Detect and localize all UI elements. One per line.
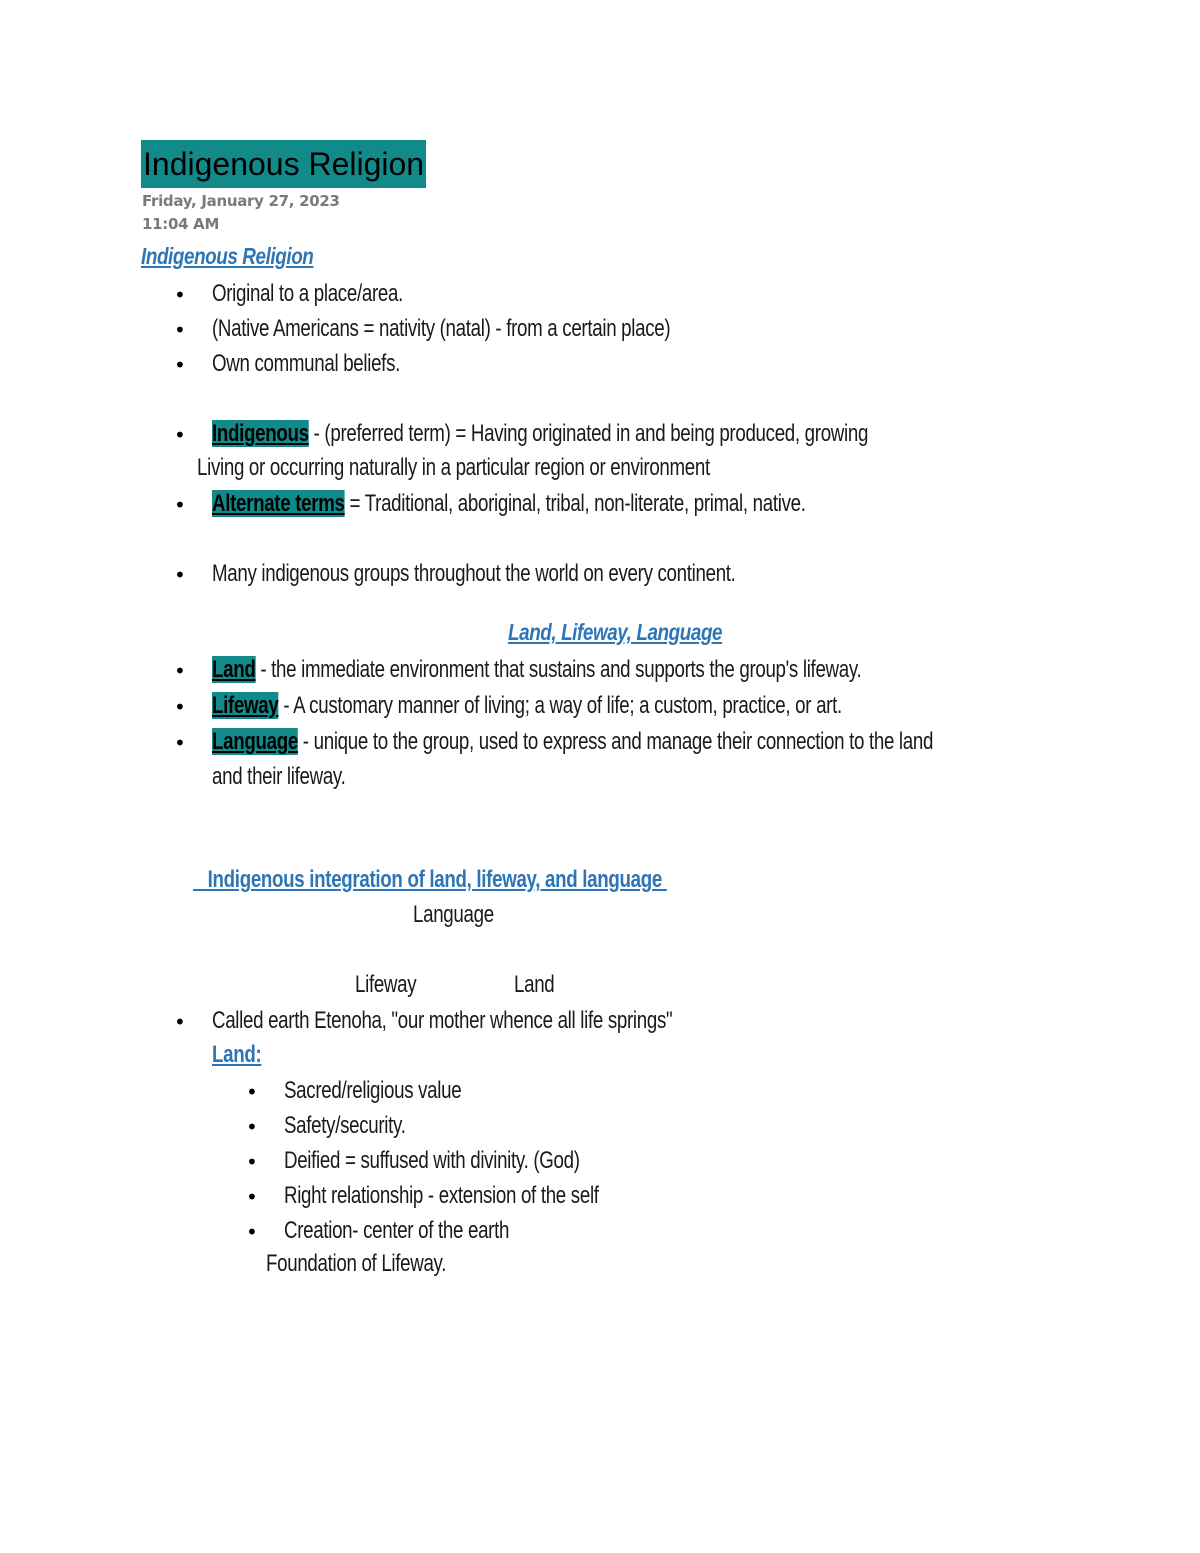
indigenous-definition-continued: Living or occurring naturally in a particular region or environment: [197, 454, 710, 481]
list-item: Creation- center of the earth: [284, 1217, 510, 1244]
page-date: Friday, January 27, 2023: [142, 192, 340, 210]
page-title: Indigenous Religion: [141, 140, 426, 188]
bullet-icon: •: [246, 1150, 258, 1174]
land-label: Land:: [212, 1041, 262, 1068]
foundation-note: Foundation of Lifeway.: [266, 1250, 447, 1277]
list-item: Deified = suffused with divinity. (God): [284, 1147, 580, 1174]
language-definition-continued: and their lifeway.: [212, 763, 346, 790]
bullet-icon: •: [174, 563, 186, 587]
land-definition: - the immediate environment that sustains and supports the group's lifeway.: [255, 656, 862, 683]
list-item-alternate-terms: [212, 490, 806, 518]
bullet-icon: •: [174, 283, 186, 307]
term-language: Language: [212, 728, 298, 755]
list-item: Right relationship - extension of the self: [284, 1182, 599, 1209]
bullet-icon: •: [174, 353, 186, 377]
list-item-land: [212, 656, 861, 684]
bullet-icon: •: [246, 1115, 258, 1139]
alternate-definition: = Traditional, aboriginal, tribal, non-literate, primal, native.: [344, 490, 806, 517]
term-lifeway: Lifeway: [212, 692, 279, 719]
bullet-icon: •: [174, 659, 186, 683]
bullet-icon: •: [246, 1220, 258, 1244]
list-item: Safety/security.: [284, 1112, 406, 1139]
diagram-label-land: Land: [514, 971, 555, 998]
section-heading-indigenous-religion: Indigenous Religion: [141, 243, 314, 269]
list-item-indigenous: [212, 420, 868, 448]
bullet-icon: •: [174, 423, 186, 447]
section-heading-land-lifeway-language: Land, Lifeway, Language: [508, 619, 723, 645]
list-item: Own communal beliefs.: [212, 350, 401, 377]
bullet-icon: •: [174, 731, 186, 755]
term-alternate: Alternate terms: [212, 490, 345, 517]
bullet-icon: •: [174, 1010, 186, 1034]
list-item: Original to a place/area.: [212, 280, 403, 307]
list-item-lifeway: [212, 692, 842, 720]
diagram-label-language: Language: [413, 901, 494, 928]
lifeway-definition: - A customary manner of living; a way of life; a custom, practice, or art.: [278, 692, 842, 719]
term-land: Land: [212, 656, 256, 683]
bullet-icon: •: [174, 493, 186, 517]
diagram-label-lifeway: Lifeway: [355, 971, 417, 998]
list-item: Called earth Etenoha, "our mother whence all life springs": [212, 1007, 673, 1034]
indigenous-definition: - (preferred term) = Having originated in and being produced, growing: [308, 420, 869, 447]
bullet-icon: •: [174, 695, 186, 719]
list-item: Many indigenous groups throughout the world on every continent.: [212, 560, 736, 587]
page-time: 11:04 AM: [142, 215, 220, 233]
list-item: Sacred/religious value: [284, 1077, 462, 1104]
section-heading-integration: Indigenous integration of land, lifeway, and language: [193, 866, 667, 893]
language-definition: - unique to the group, used to express and manage their connection to the land: [297, 728, 934, 755]
bullet-icon: •: [174, 318, 186, 342]
term-indigenous: Indigenous: [212, 420, 309, 447]
list-item-language: [212, 728, 933, 756]
list-item: (Native Americans = nativity (natal) - from a certain place): [212, 315, 671, 342]
bullet-icon: •: [246, 1185, 258, 1209]
bullet-icon: •: [246, 1080, 258, 1104]
